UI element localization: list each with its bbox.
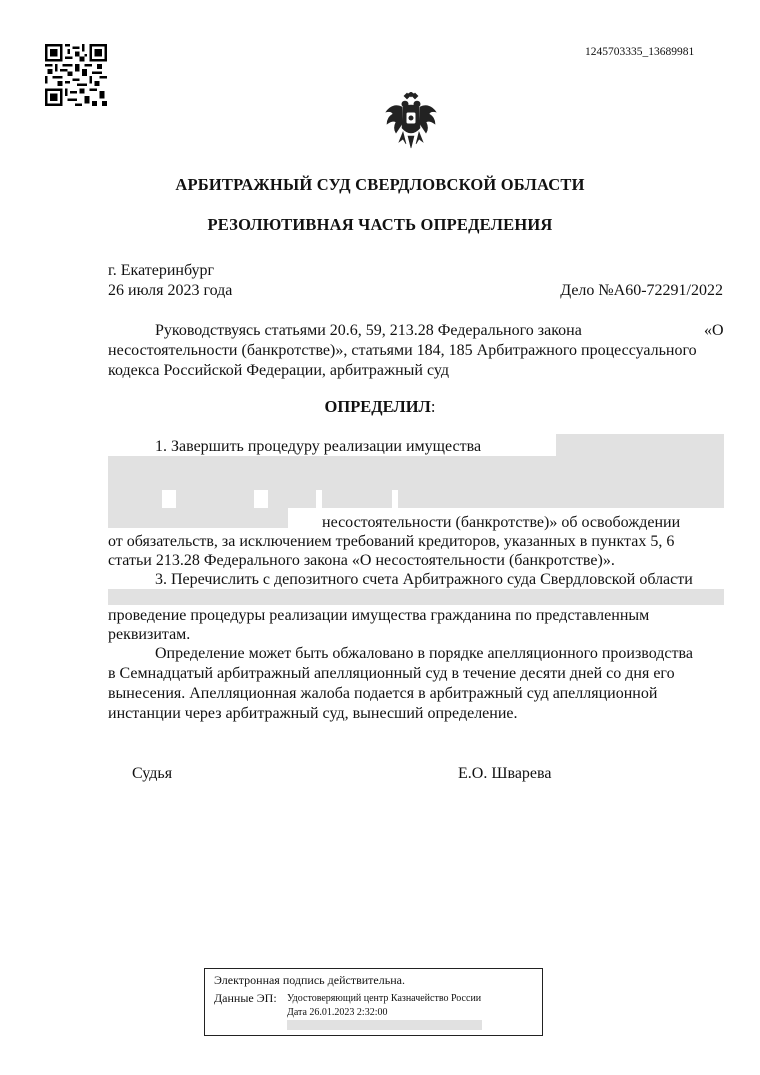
redaction: [287, 1020, 482, 1030]
city: г. Екатеринбург: [108, 262, 215, 279]
item-1: 1. Завершить процедуру реализации имущества: [155, 438, 482, 455]
coat-of-arms-emblem: [384, 92, 438, 152]
intro-line-3: кодекса Российской Федерации, арбитражный суд: [108, 362, 449, 379]
intro-line-1-end: «О: [704, 322, 724, 339]
signature-valid-text: Электронная подпись действительна.: [214, 973, 405, 987]
redaction: [556, 434, 724, 457]
redaction: [108, 456, 724, 474]
decided-colon: :: [430, 397, 436, 416]
document-heading: РЕЗОЛЮТИВНАЯ ЧАСТЬ ОПРЕДЕЛЕНИЯ: [207, 215, 553, 234]
qr-code: [45, 44, 107, 106]
decided-word: ОПРЕДЕЛИЛ: [324, 397, 431, 416]
redaction: [176, 490, 254, 508]
appeal-line-4: инстанции через арбитражный суд, вынесший определение.: [108, 705, 518, 722]
item-2-line-1: несостоятельности (банкротстве)» об освобождении: [322, 514, 681, 531]
electronic-signature-box: [204, 968, 543, 1036]
signature-date: Дата 26.01.2023 2:32:00: [287, 1007, 388, 1018]
document-number: 1245703335_13689981: [585, 46, 695, 58]
redaction: [108, 473, 724, 490]
item-3-line-3: реквизитам.: [108, 626, 191, 643]
redaction: [398, 490, 724, 508]
document-date: 26 июля 2023 года: [108, 282, 233, 299]
redaction: [322, 490, 392, 508]
redaction: [268, 490, 316, 508]
redaction: [108, 589, 724, 605]
item-2-line-2: от обязательств, за исключением требований кредиторов, указанных в пунктах 5, 6: [108, 533, 675, 550]
redaction: [108, 490, 162, 508]
intro-line-2: несостоятельности (банкротстве)», статьями 184, 185 Арбитражного процессуального: [108, 342, 697, 359]
judge-label: Судья: [132, 765, 173, 782]
appeal-line-3: вынесения. Апелляционная жалоба подается в арбитражный суд апелляционной: [108, 685, 658, 702]
item-3-line-1: 3. Перечислить с депозитного счета Арбитражного суда Свердловской области: [155, 571, 693, 588]
intro-line-1: Руководствуясь статьями 20.6, 59, 213.28 Федерального закона: [155, 322, 582, 339]
decided-heading: [0, 397, 760, 417]
appeal-line-2: в Семнадцатый арбитражный апелляционный суд в течение десяти дней со дня его: [108, 665, 675, 682]
item-2-line-3: статьи 213.28 Федерального закона «О несостоятельности (банкротстве)».: [108, 552, 615, 569]
court-name: АРБИТРАЖНЫЙ СУД СВЕРДЛОВСКОЙ ОБЛАСТИ: [175, 175, 585, 194]
signature-issuer: Удостоверяющий центр Казначейство России: [287, 993, 482, 1004]
judge-name: Е.О. Шварева: [458, 765, 552, 782]
appeal-line-1: Определение может быть обжаловано в порядке апелляционного производства: [155, 645, 693, 662]
signature-data-label: Данные ЭП:: [214, 991, 277, 1005]
case-number: Дело №А60-72291/2022: [560, 282, 723, 299]
item-3-line-2: проведение процедуры реализации имущества гражданина по представленным: [108, 607, 650, 624]
redaction: [108, 508, 288, 528]
